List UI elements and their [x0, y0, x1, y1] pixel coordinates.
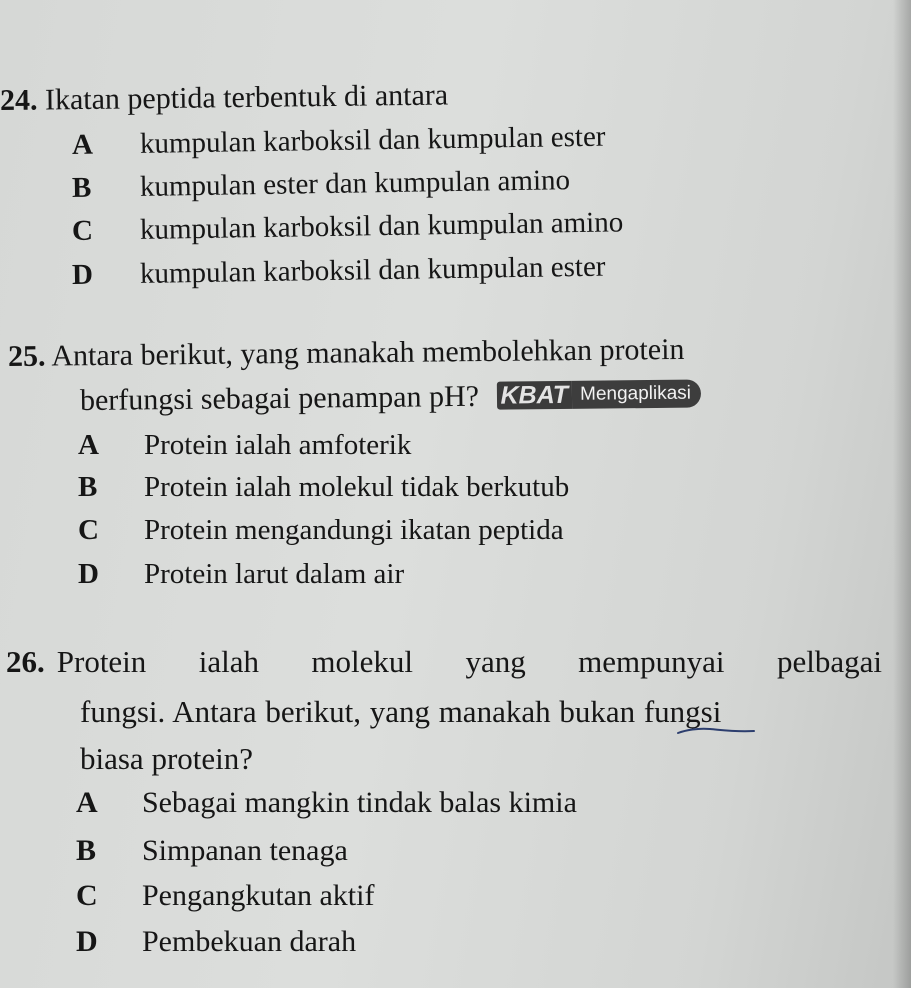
option-text: Protein ialah amfoterik — [144, 429, 412, 461]
option-d[interactable] — [78, 557, 404, 591]
option-c[interactable] — [72, 205, 624, 248]
question-stem-line-1 — [6, 645, 882, 679]
option-d[interactable] — [72, 250, 606, 292]
option-text: Protein ialah molekul tidak berkutub — [144, 471, 570, 503]
question-stem-line-2 — [80, 377, 701, 418]
question-number: 24. — [0, 83, 38, 117]
option-text: kumpulan karboksil dan kumpulan amino — [139, 206, 624, 246]
question-number: 26. — [6, 644, 45, 679]
option-letter: B — [76, 834, 97, 867]
question-text: berfungsi sebagai penampan pH? — [79, 379, 480, 417]
option-b[interactable] — [78, 470, 569, 504]
question-stem — [0, 79, 448, 118]
option-text: kumpulan karboksil dan kumpulan ester — [139, 250, 606, 290]
question-number: 25. — [7, 339, 46, 373]
option-a[interactable] — [78, 428, 411, 462]
option-d[interactable] — [76, 925, 356, 959]
question-text: Protein ialah molekul yang mempunyai pelbagai — [56, 644, 882, 679]
option-text: Protein mengandungi ikatan peptida — [144, 514, 564, 546]
kbat-badge — [496, 380, 701, 410]
option-a[interactable] — [72, 120, 606, 162]
option-text: Pembekuan darah — [142, 925, 357, 958]
option-letter: A — [71, 128, 94, 161]
option-letter: A — [76, 786, 98, 819]
question-text: biasa protein? — [80, 741, 254, 776]
option-letter: A — [78, 429, 99, 461]
question-text: Antara berikut, yang manakah membolehkan protein — [51, 332, 685, 373]
option-text: Sebagai mangkin tindak balas kimia — [142, 786, 577, 819]
option-letter: D — [76, 925, 98, 958]
option-letter: C — [76, 879, 98, 912]
option-letter: B — [78, 471, 98, 503]
kbat-logo: KBAT — [496, 381, 572, 410]
option-text: kumpulan karboksil dan kumpulan ester — [139, 120, 606, 160]
option-text: Pengangkutan aktif — [142, 879, 375, 912]
question-text: fungsi. Antara berikut, yang manakah bukan fungsi — [80, 694, 722, 729]
kbat-label: Mengaplikasi — [572, 380, 701, 409]
question-stem-line-1 — [8, 333, 685, 374]
option-letter: C — [71, 214, 94, 247]
option-letter: D — [71, 258, 94, 291]
option-text: kumpulan ester dan kumpulan amino — [139, 164, 571, 203]
option-text: Protein larut dalam air — [144, 558, 405, 590]
option-text: Simpanan tenaga — [142, 834, 348, 867]
option-letter: D — [78, 558, 99, 590]
option-letter: B — [71, 171, 92, 204]
handwritten-underline — [676, 724, 756, 738]
option-b[interactable] — [76, 834, 348, 868]
option-c[interactable] — [78, 513, 564, 547]
question-stem-line-3 — [80, 742, 253, 776]
question-stem-line-2 — [80, 695, 721, 729]
option-a[interactable] — [76, 786, 577, 820]
option-letter: C — [78, 514, 99, 546]
option-c[interactable] — [76, 879, 374, 913]
option-b[interactable] — [72, 163, 571, 205]
question-text: Ikatan peptida terbentuk di antara — [44, 78, 449, 117]
page-edge-shadow — [893, 0, 911, 988]
